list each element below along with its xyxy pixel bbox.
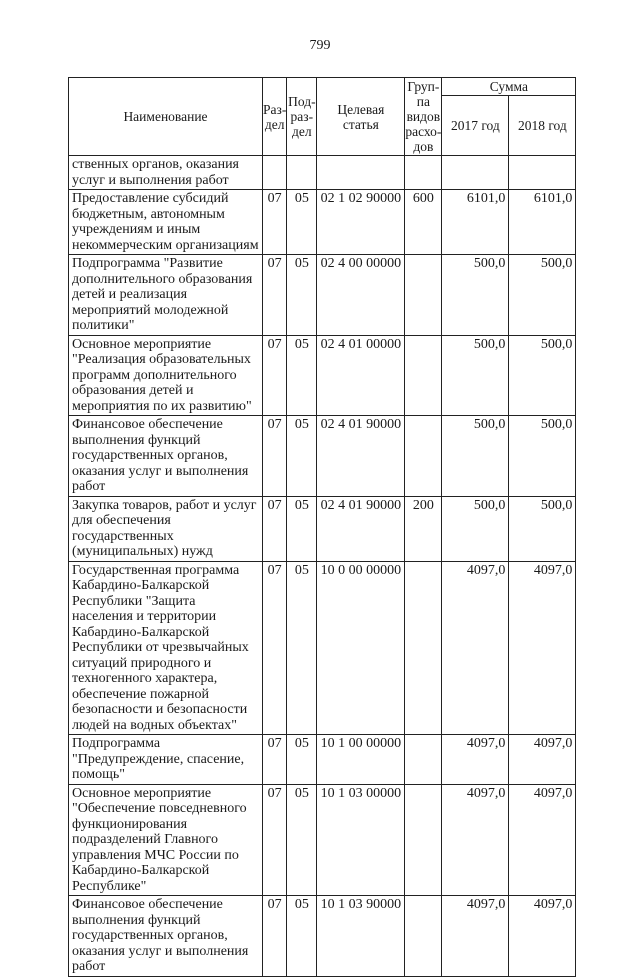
cell-2018: [509, 156, 576, 190]
cell-celevaya: 02 1 02 90000: [317, 190, 405, 255]
cell-2018: 6101,0: [509, 190, 576, 255]
cell-celevaya: 02 4 01 90000: [317, 496, 405, 561]
table-row: [69, 156, 576, 190]
cell-name: Основное мероприятие "Обеспечение повседневного функционирования подразделений Главного управления МЧС России по Кабардино-Балкарской Республике": [69, 784, 263, 896]
header-podrazdel: Под- раз- дел: [287, 78, 317, 156]
cell-podrazdel: 05: [287, 416, 317, 497]
budget-table: [68, 77, 576, 977]
header-2017: 2017 год: [442, 96, 509, 156]
cell-celevaya: 02 4 01 90000: [317, 416, 405, 497]
cell-2017: 4097,0: [442, 561, 509, 735]
cell-gruppa: 600: [405, 190, 442, 255]
cell-gruppa: [405, 561, 442, 735]
cell-2017: 4097,0: [442, 735, 509, 785]
cell-podrazdel: [287, 156, 317, 190]
cell-celevaya: 10 1 00 00000: [317, 735, 405, 785]
cell-name: Основное мероприятие "Реализация образовательных программ дополнительного образования детей и мероприятия по их развитию": [69, 335, 263, 416]
cell-name: Предоставление субсидий бюджетным, автономным учреждениям и иным некоммерческим организациям: [69, 190, 263, 255]
cell-2018: 4097,0: [509, 735, 576, 785]
cell-podrazdel: 05: [287, 496, 317, 561]
cell-gruppa: [405, 335, 442, 416]
cell-name: Финансовое обеспечение выполнения функций государственных органов, оказания услуг и выполнения работ: [69, 896, 263, 977]
cell-2017: 500,0: [442, 255, 509, 336]
cell-gruppa: [405, 735, 442, 785]
cell-razdel: 07: [263, 335, 287, 416]
header-gruppa: Груп- па видов расхо- дов: [405, 79, 442, 154]
cell-2018: 500,0: [509, 335, 576, 416]
cell-name: Государственная программа Кабардино-Балкарской Республики "Защита населения и территории Кабардино-Балкарской Республики от чрезвычайных ситуаций природного и техногенного характера, обеспечение пожарной безопасности и безопасности людей на водных объектах": [69, 561, 263, 735]
cell-gruppa: [405, 156, 442, 190]
cell-razdel: 07: [263, 190, 287, 255]
cell-gruppa: 200: [405, 496, 442, 561]
cell-razdel: 07: [263, 496, 287, 561]
cell-2017: 6101,0: [442, 190, 509, 255]
header-summa: Сумма: [442, 78, 576, 96]
cell-celevaya: 10 0 00 00000: [317, 561, 405, 735]
cell-razdel: 07: [263, 416, 287, 497]
cell-razdel: 07: [263, 896, 287, 977]
cell-name: Подпрограмма "Развитие дополнительного образования детей и реализация мероприятий молодежной политики": [69, 255, 263, 336]
cell-name: Финансовое обеспечение выполнения функций государственных органов, оказания услуг и выполнения работ: [69, 416, 263, 497]
header-2018: 2018 год: [509, 96, 576, 156]
cell-celevaya: 02 4 00 00000: [317, 255, 405, 336]
table-row: [69, 496, 576, 561]
cell-2018: 4097,0: [509, 896, 576, 977]
cell-2018: 4097,0: [509, 784, 576, 896]
cell-celevaya: 10 1 03 00000: [317, 784, 405, 896]
cell-podrazdel: 05: [287, 735, 317, 785]
cell-name: ственных органов, оказания услуг и выполнения работ: [69, 156, 263, 190]
table-header: [69, 78, 576, 156]
table-row: [69, 561, 576, 735]
cell-razdel: 07: [263, 255, 287, 336]
table-row: [69, 255, 576, 336]
table-row: [69, 416, 576, 497]
cell-2017: 4097,0: [442, 784, 509, 896]
header-name: Наименование: [69, 78, 263, 156]
cell-2017: 500,0: [442, 416, 509, 497]
table-row: [69, 784, 576, 896]
cell-podrazdel: 05: [287, 896, 317, 977]
cell-gruppa: [405, 784, 442, 896]
cell-2018: 4097,0: [509, 561, 576, 735]
table-row: [69, 735, 576, 785]
cell-2018: 500,0: [509, 496, 576, 561]
cell-gruppa: [405, 896, 442, 977]
cell-razdel: 07: [263, 735, 287, 785]
cell-2018: 500,0: [509, 416, 576, 497]
cell-gruppa: [405, 416, 442, 497]
cell-razdel: 07: [263, 561, 287, 735]
header-razdel: Раз- дел: [263, 78, 287, 156]
cell-podrazdel: 05: [287, 190, 317, 255]
cell-2017: 4097,0: [442, 896, 509, 977]
header-celevaya: Целевая статья: [317, 78, 405, 156]
page-number: 799: [309, 38, 331, 53]
cell-name: Закупка товаров, работ и услуг для обеспечения государственных (муниципальных) нужд: [69, 496, 263, 561]
cell-razdel: [263, 156, 287, 190]
cell-2018: 500,0: [509, 255, 576, 336]
cell-celevaya: 02 4 01 00000: [317, 335, 405, 416]
cell-celevaya: [317, 156, 405, 190]
cell-podrazdel: 05: [287, 335, 317, 416]
cell-gruppa: [405, 255, 442, 336]
cell-name: Подпрограмма "Предупреждение, спасение, помощь": [69, 735, 263, 785]
table-row: [69, 896, 576, 977]
table-row: [69, 335, 576, 416]
cell-podrazdel: 05: [287, 784, 317, 896]
cell-podrazdel: 05: [287, 255, 317, 336]
table-body: [69, 156, 576, 977]
cell-2017: [442, 156, 509, 190]
cell-razdel: 07: [263, 784, 287, 896]
cell-podrazdel: 05: [287, 561, 317, 735]
cell-celevaya: 10 1 03 90000: [317, 896, 405, 977]
cell-2017: 500,0: [442, 335, 509, 416]
table-row: [69, 190, 576, 255]
cell-2017: 500,0: [442, 496, 509, 561]
